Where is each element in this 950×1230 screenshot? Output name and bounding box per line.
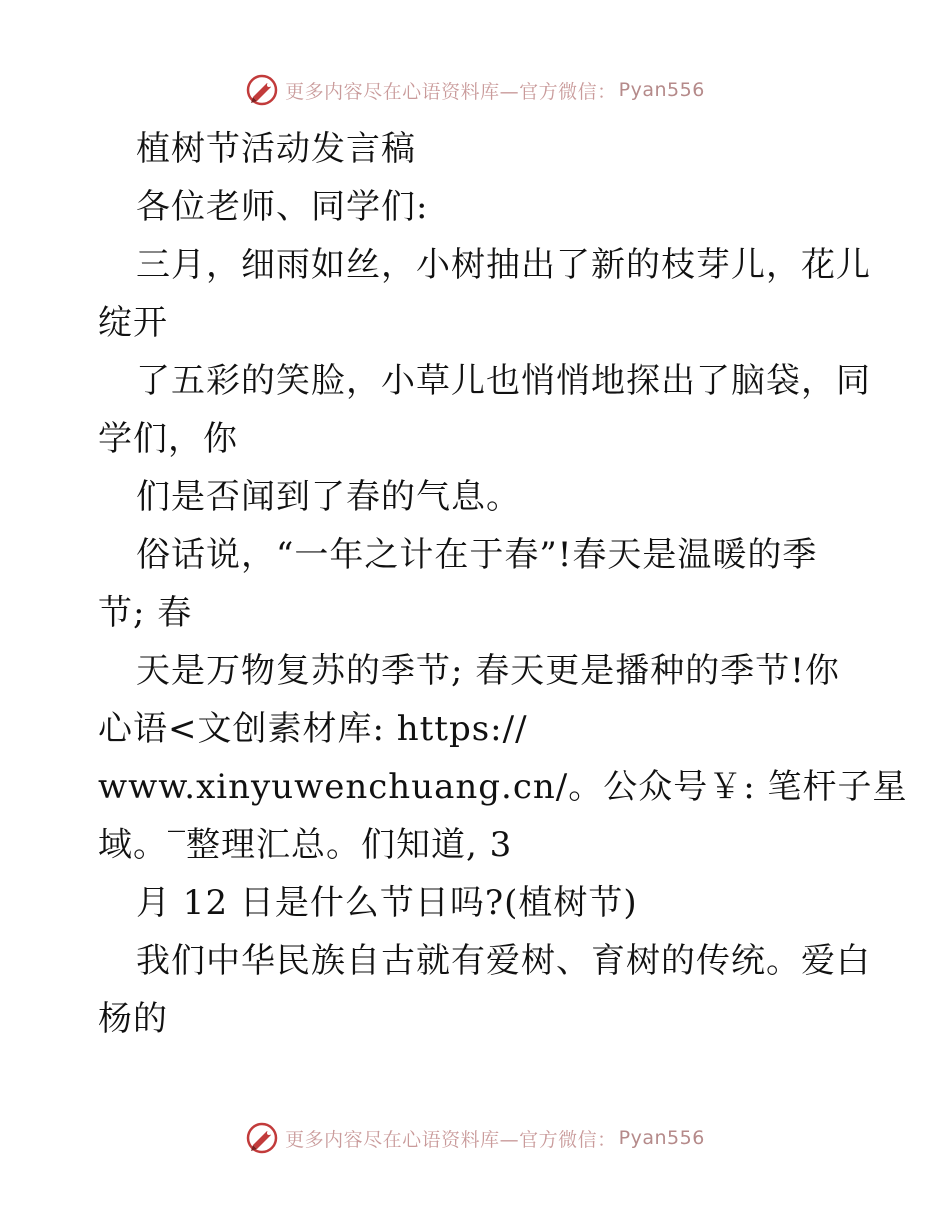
text-line: 心语<文创素材库: https:// xyxy=(98,709,528,749)
text-line: 了五彩的笑脸，小草儿也悄悄地探出了脑袋，同 xyxy=(136,361,871,401)
text-line: 各位老师、同学们: xyxy=(136,187,429,227)
text-line: 们是否闻到了春的气息。 xyxy=(136,477,521,517)
text-line: 绽开 xyxy=(98,303,168,343)
header-watermark-banner xyxy=(0,70,950,110)
text-line: 节; 春 xyxy=(98,593,193,633)
footer-banner-id: Pyan556 xyxy=(618,1127,705,1149)
text-line: 我们中华民族自古就有爱树、育树的传统。爱白 xyxy=(136,941,871,981)
text-line: 三月，细雨如丝，小树抽出了新的枝芽儿，花儿 xyxy=(136,245,871,285)
pen-logo-icon xyxy=(245,1121,279,1155)
text-line: 杨的 xyxy=(98,999,168,1039)
header-banner-text: 更多内容尽在心语资料库—官方微信： xyxy=(285,80,617,103)
text-line: 月 12 日是什么节日吗?(植树节) xyxy=(136,883,638,923)
header-banner-id: Pyan556 xyxy=(618,79,705,101)
text-line: 俗话说，“一年之计在于春”!春天是温暖的季 xyxy=(136,535,818,575)
text-line: 天是万物复苏的季节; 春天更是播种的季节!你 xyxy=(136,651,840,691)
document-body xyxy=(98,120,908,1048)
footer-watermark-banner xyxy=(0,1118,950,1158)
text-line: www.xinyuwenchuang.cn/。公众号￥: 笔杆子星 xyxy=(98,767,908,807)
text-line: 学们，你 xyxy=(98,419,238,459)
pen-logo-icon xyxy=(245,73,279,107)
footer-banner-text: 更多内容尽在心语资料库—官方微信： xyxy=(285,1128,617,1151)
document-title: 植树节活动发言稿 xyxy=(136,129,416,169)
text-line: 域。‾整理汇总。们知道, 3 xyxy=(98,825,513,865)
